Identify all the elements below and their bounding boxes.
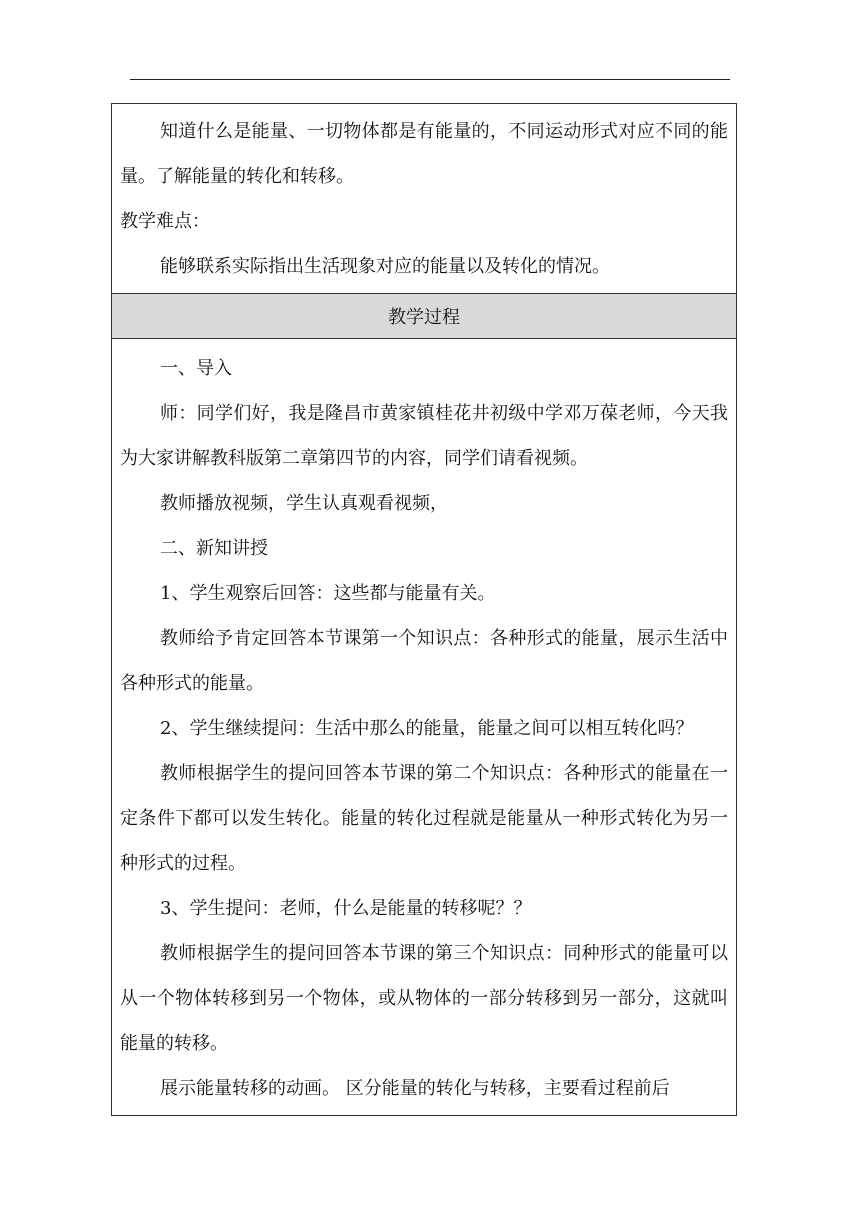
- process-cell: [112, 339, 737, 1116]
- objectives-cell: [112, 104, 737, 294]
- section-header-cell: [112, 294, 737, 339]
- process-paragraph: 2、学生继续提问：生活中那么的能量，能量之间可以相互转化吗？: [160, 718, 694, 739]
- lesson-plan-table: [111, 103, 737, 1116]
- process-paragraph: 1、学生观察后回答：这些都与能量有关。: [160, 583, 496, 604]
- process-paragraph: 3、学生提问：老师，什么是能量的转移呢？？: [160, 898, 532, 919]
- process-paragraph: 展示能量转移的动画。 区分能量的转化与转移，主要看过程前后: [160, 1078, 670, 1099]
- objectives-paragraph: 知道什么是能量、一切物体都是有能量的，不同运动形式对应不同的能量。了解能量的转化和转移。: [120, 121, 728, 187]
- process-paragraph: 教师播放视频，学生认真观看视频，: [160, 493, 448, 514]
- section-title: 教学过程: [388, 307, 460, 328]
- difficulty-heading: 教学难点：: [120, 211, 210, 232]
- header-rule: [130, 79, 730, 80]
- process-paragraph: 教师给予肯定回答本节课第一个知识点：各种形式的能量，展示生活中各种形式的能量。: [120, 628, 728, 694]
- difficulty-text: 能够联系实际指出生活现象对应的能量以及转化的情况。: [160, 256, 610, 277]
- process-paragraph: 师：同学们好，我是隆昌市黄家镇桂花井初级中学邓万葆老师，今天我为大家讲解教科版第二章第四节的内容，同学们请看视频。: [120, 403, 728, 469]
- process-heading-new-knowledge: 二、新知讲授: [160, 538, 268, 559]
- process-paragraph: 教师根据学生的提问回答本节课的第二个知识点：各种形式的能量在一定条件下都可以发生转化。能量的转化过程就是能量从一种形式转化为另一种形式的过程。: [120, 763, 728, 874]
- process-paragraph: 教师根据学生的提问回答本节课的第三个知识点：同种形式的能量可以从一个物体转移到另一个物体，或从物体的一部分转移到另一部分，这就叫能量的转移。: [120, 943, 728, 1054]
- process-heading-intro: 一、导入: [160, 358, 232, 379]
